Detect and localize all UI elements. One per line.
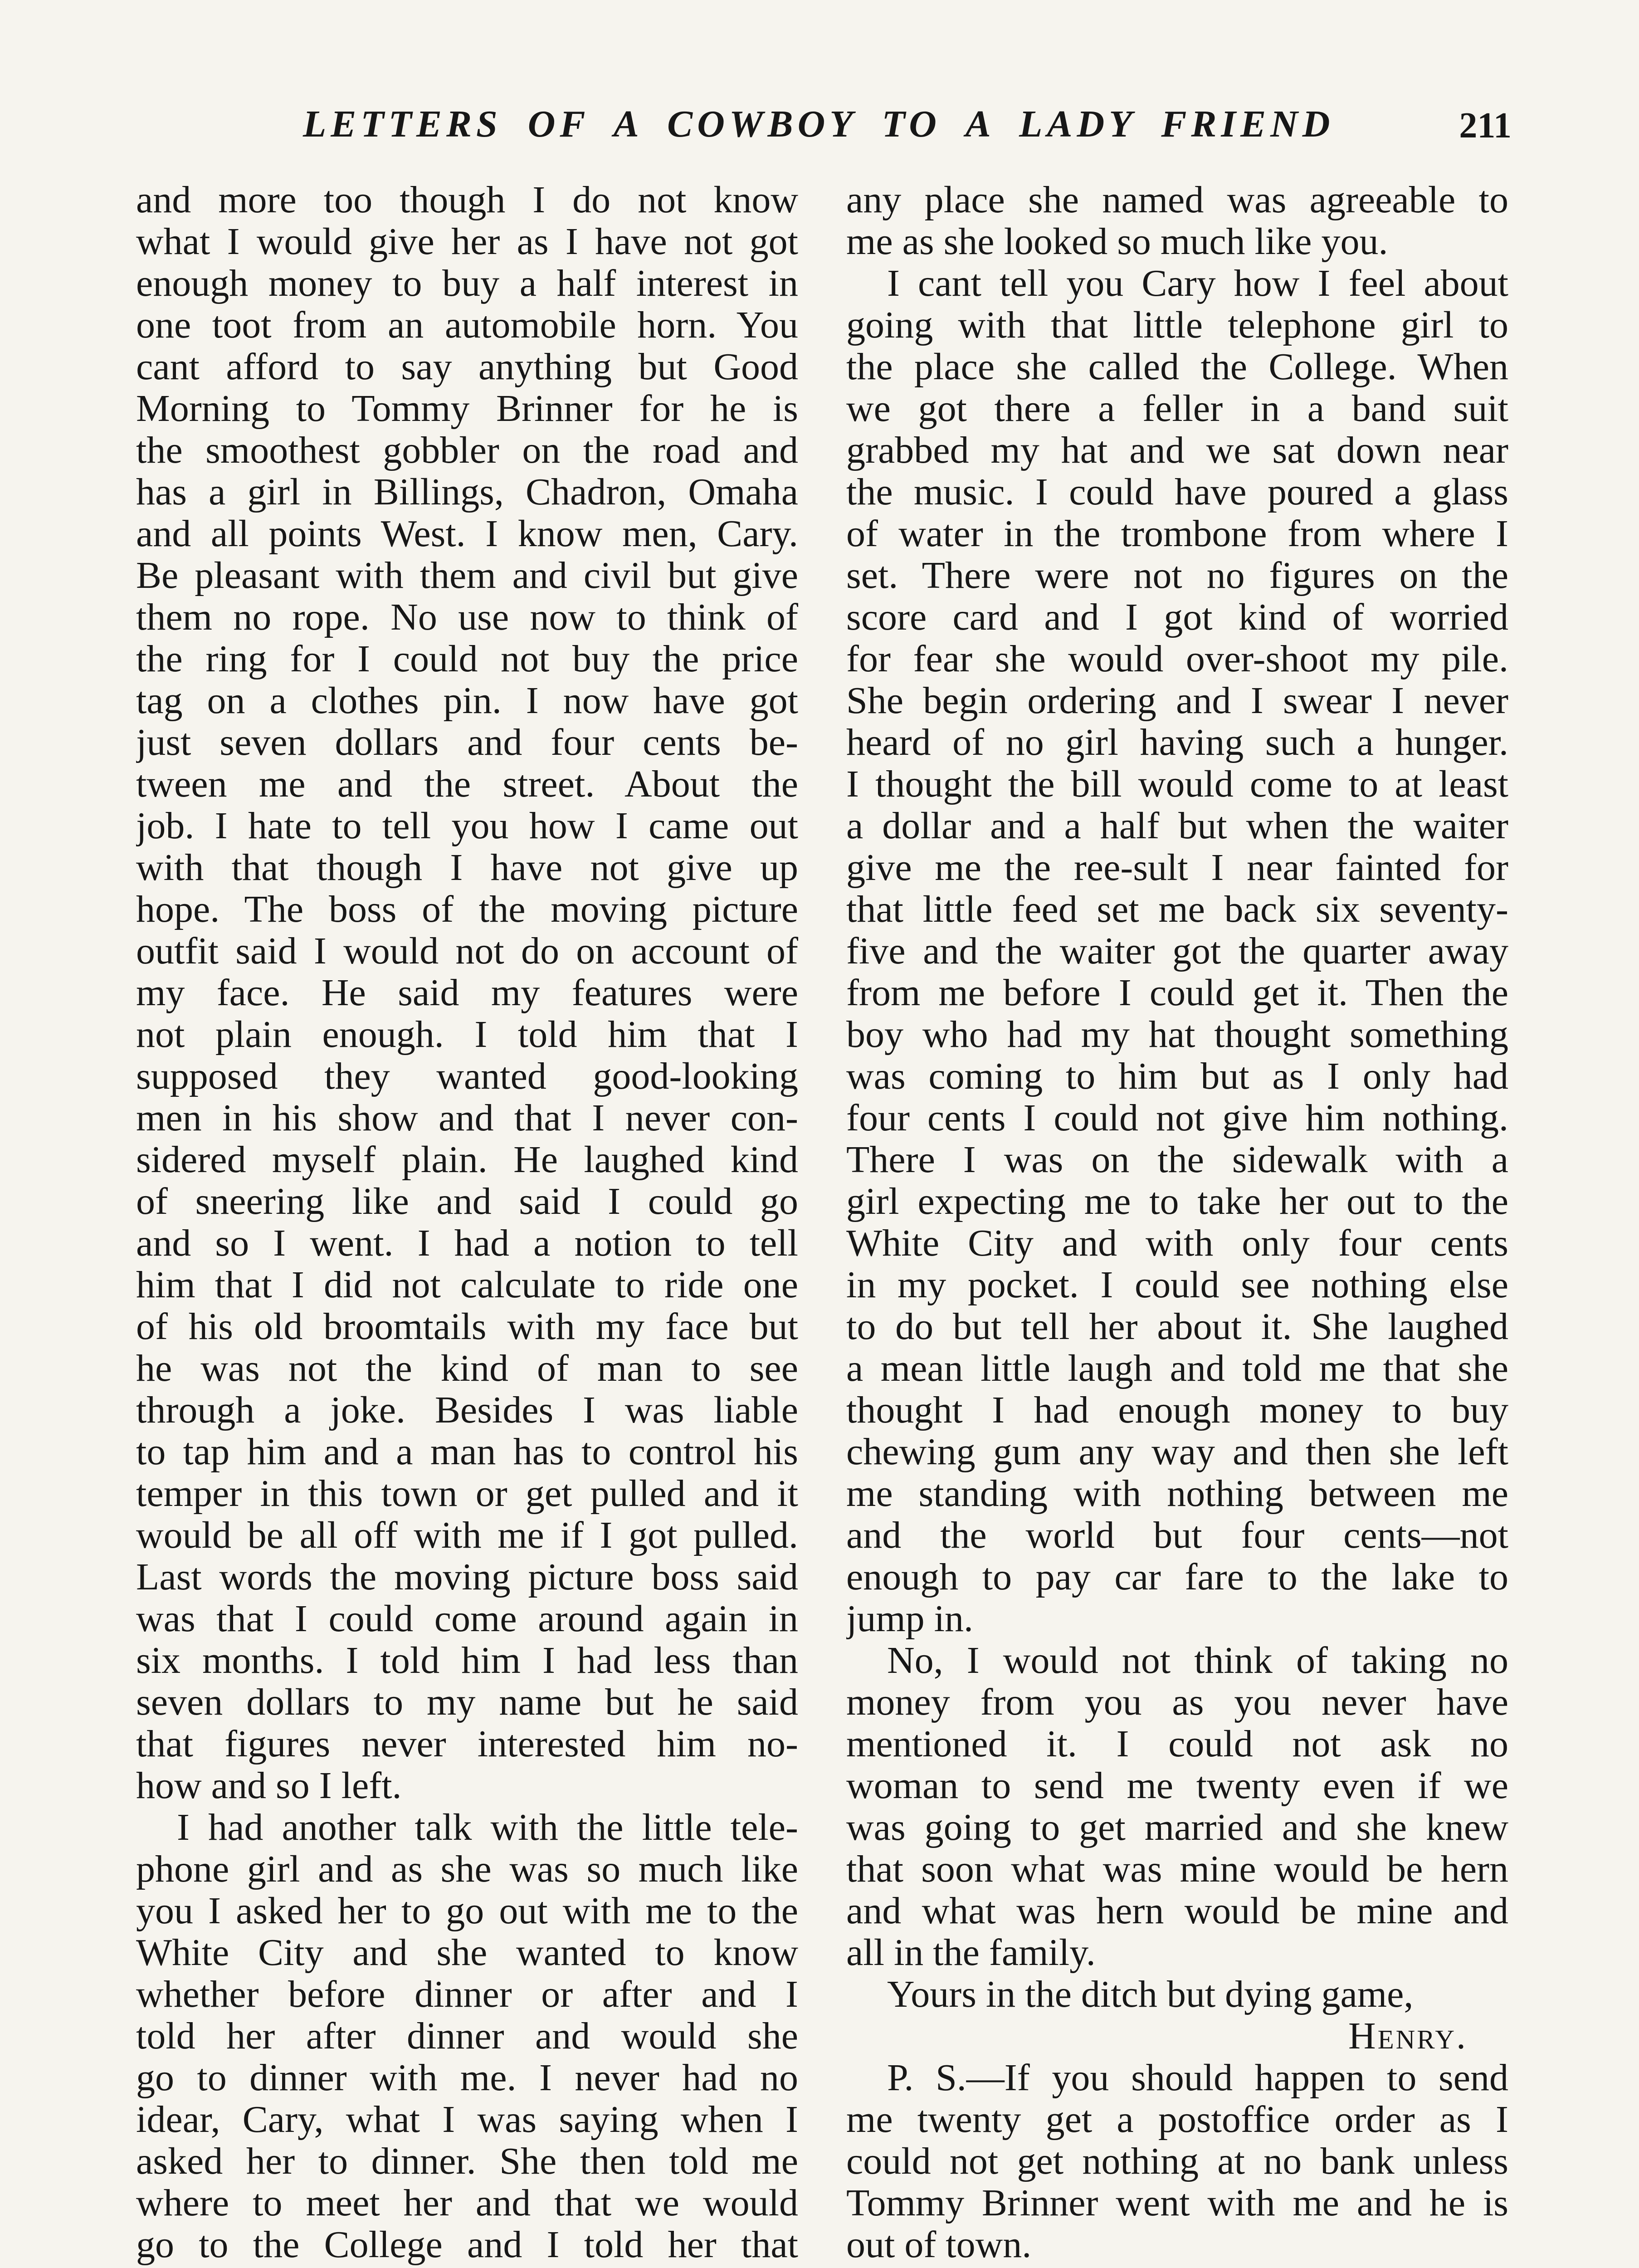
text-line: girl expecting me to take her out to the — [846, 1181, 1508, 1222]
text-line: how and so I left. — [136, 1765, 402, 1807]
text-line: go to the College and I told her that — [136, 2224, 798, 2266]
text-line: him that I did not calculate to ride one — [136, 1264, 798, 1306]
text-line: with that though I have not give up — [136, 847, 798, 889]
text-line: could not get nothing at no bank unless — [846, 2141, 1508, 2182]
text-line: was that I could come around again in — [136, 1598, 798, 1640]
text-line: and more too though I do not know — [136, 179, 798, 221]
page-number: 211 — [1459, 106, 1512, 146]
text-line: hope. The boss of the moving picture — [136, 889, 798, 930]
text-line: four cents I could not give him nothing. — [846, 1097, 1508, 1139]
text-line: for fear she would over-shoot my pile. — [846, 638, 1508, 680]
text-line: the smoothest gobbler on the road and — [136, 430, 798, 471]
text-line: and so I went. I had a notion to tell — [136, 1222, 798, 1264]
text-line: going with that little telephone girl to — [846, 304, 1508, 346]
paragraph — [846, 263, 1508, 1640]
text-line: enough to pay car fare to the lake to — [846, 1556, 1508, 1598]
text-line: that soon what was mine would be hern — [846, 1848, 1508, 1890]
text-line: out of town. — [846, 2224, 1032, 2266]
text-line: to do but tell her about it. She laughed — [846, 1306, 1508, 1348]
running-title: LETTERS OF A COWBOY TO A LADY FRIEND — [303, 103, 1335, 145]
right-column — [846, 179, 1508, 2266]
text-line: told her after dinner and would she — [136, 2015, 798, 2057]
text-line: idear, Cary, what I was saying when I — [136, 2099, 798, 2141]
text-line: and all points West. I know men, Cary. — [136, 513, 798, 555]
text-line: Be pleasant with them and civil but give — [136, 555, 798, 596]
text-line: Last words the moving picture boss said — [136, 1556, 798, 1598]
text-line: the ring for I could not buy the price — [136, 638, 798, 680]
text-line: me as she looked so much like you. — [846, 221, 1388, 263]
text-line: any place she named was agreeable to — [846, 179, 1508, 221]
text-line: I thought the bill would come to at least — [846, 763, 1508, 805]
text-line: he was not the kind of man to see — [136, 1348, 798, 1389]
text-line: me standing with nothing between me — [846, 1473, 1508, 1515]
text-line: job. I hate to tell you how I came out — [136, 805, 798, 847]
text-line: P. S.—If you should happen to send — [887, 2057, 1508, 2099]
text-line: and the world but four cents—not — [846, 1515, 1508, 1556]
text-line: was going to get married and she knew — [846, 1807, 1508, 1848]
text-line: tween me and the street. About the — [136, 763, 798, 805]
signature: Henry. — [1348, 2015, 1468, 2057]
text-line: outfit said I would not do on account of — [136, 930, 798, 972]
text-line: I had another talk with the little tele- — [177, 1807, 798, 1848]
text-line: of water in the trombone from where I — [846, 513, 1508, 555]
text-line: jump in. — [846, 1598, 974, 1640]
text-line: a mean little laugh and told me that she — [846, 1348, 1508, 1389]
closing-line: Yours in the ditch but dying game, — [887, 1974, 1414, 2015]
text-line: tag on a clothes pin. I now have got — [136, 680, 798, 722]
text-line: go to dinner with me. I never had no — [136, 2057, 798, 2099]
text-line: mentioned it. I could not ask no — [846, 1723, 1508, 1765]
paragraph — [136, 179, 798, 1807]
text-line: White City and with only four cents — [846, 1222, 1508, 1264]
text-line: enough money to buy a half interest in — [136, 263, 798, 304]
text-line: the place she called the College. When — [846, 346, 1508, 388]
text-line: of his old broomtails with my face but — [136, 1306, 798, 1348]
text-line: give me the ree-sult I near fainted for — [846, 847, 1508, 889]
text-line: you I asked her to go out with me to the — [136, 1890, 798, 1932]
text-line: chewing gum any way and then she left — [846, 1431, 1508, 1473]
text-line: five and the waiter got the quarter away — [846, 930, 1508, 972]
text-line: asked her to dinner. She then told me — [136, 2141, 798, 2182]
text-line: in my pocket. I could see nothing else — [846, 1264, 1508, 1306]
paragraph — [846, 1640, 1508, 1974]
text-line: through a joke. Besides I was liable — [136, 1389, 798, 1431]
text-line: woman to send me twenty even if we — [846, 1765, 1508, 1807]
text-line: money from you as you never have — [846, 1681, 1508, 1723]
text-line: where to meet her and that we would — [136, 2182, 798, 2224]
text-line: boy who had my hat thought something — [846, 1014, 1508, 1056]
text-line: we got there a feller in a band suit — [846, 388, 1508, 430]
text-line: grabbed my hat and we sat down near — [846, 430, 1508, 471]
text-line: of sneering like and said I could go — [136, 1181, 798, 1222]
text-line: them no rope. No use now to think of — [136, 596, 798, 638]
text-line: that figures never interested him no- — [136, 1723, 798, 1765]
paragraph — [136, 1807, 798, 2266]
text-line: heard of no girl having such a hunger. — [846, 722, 1508, 763]
text-line: was coming to him but as I only had — [846, 1056, 1508, 1097]
postscript — [846, 2057, 1508, 2266]
text-line: Tommy Brinner went with me and he is — [846, 2182, 1508, 2224]
text-line: phone girl and as she was so much like — [136, 1848, 798, 1890]
text-line: my face. He said my features were — [136, 972, 798, 1014]
text-line: Morning to Tommy Brinner for he is — [136, 388, 798, 430]
text-line: not plain enough. I told him that I — [136, 1014, 798, 1056]
paragraph — [846, 179, 1508, 263]
text-line: the music. I could have poured a glass — [846, 471, 1508, 513]
text-line: She begin ordering and I swear I never — [846, 680, 1508, 722]
text-line: temper in this town or get pulled and it — [136, 1473, 798, 1515]
text-line: There I was on the sidewalk with a — [846, 1139, 1508, 1181]
text-line: seven dollars to my name but he said — [136, 1681, 798, 1723]
text-line: all in the family. — [846, 1932, 1096, 1974]
text-line: thought I had enough money to buy — [846, 1389, 1508, 1431]
text-line: me twenty get a postoffice order as I — [846, 2099, 1508, 2141]
text-line: that little feed set me back six seventy- — [846, 889, 1508, 930]
text-line: a dollar and a half but when the waiter — [846, 805, 1508, 847]
text-line: and what was hern would be mine and — [846, 1890, 1508, 1932]
text-line: I cant tell you Cary how I feel about — [887, 263, 1508, 304]
text-line: No, I would not think of taking no — [887, 1640, 1508, 1681]
text-line: to tap him and a man has to control his — [136, 1431, 798, 1473]
text-line: White City and she wanted to know — [136, 1932, 798, 1974]
text-line: has a girl in Billings, Chadron, Omaha — [136, 471, 798, 513]
text-line: men in his show and that I never con- — [136, 1097, 798, 1139]
text-line: would be all off with me if I got pulled. — [136, 1515, 798, 1556]
text-line: sidered myself plain. He laughed kind — [136, 1139, 798, 1181]
text-line: whether before dinner or after and I — [136, 1974, 798, 2015]
text-line: just seven dollars and four cents be- — [136, 722, 798, 763]
text-line: set. There were not no figures on the — [846, 555, 1508, 596]
text-line: cant afford to say anything but Good — [136, 346, 798, 388]
text-line: supposed they wanted good-looking — [136, 1056, 798, 1097]
left-column — [136, 179, 798, 2266]
text-line: score card and I got kind of worried — [846, 596, 1508, 638]
text-line: what I would give her as I have not got — [136, 221, 798, 263]
text-line: from me before I could get it. Then the — [846, 972, 1508, 1014]
text-line: one toot from an automobile horn. You — [136, 304, 798, 346]
text-line: six months. I told him I had less than — [136, 1640, 798, 1681]
